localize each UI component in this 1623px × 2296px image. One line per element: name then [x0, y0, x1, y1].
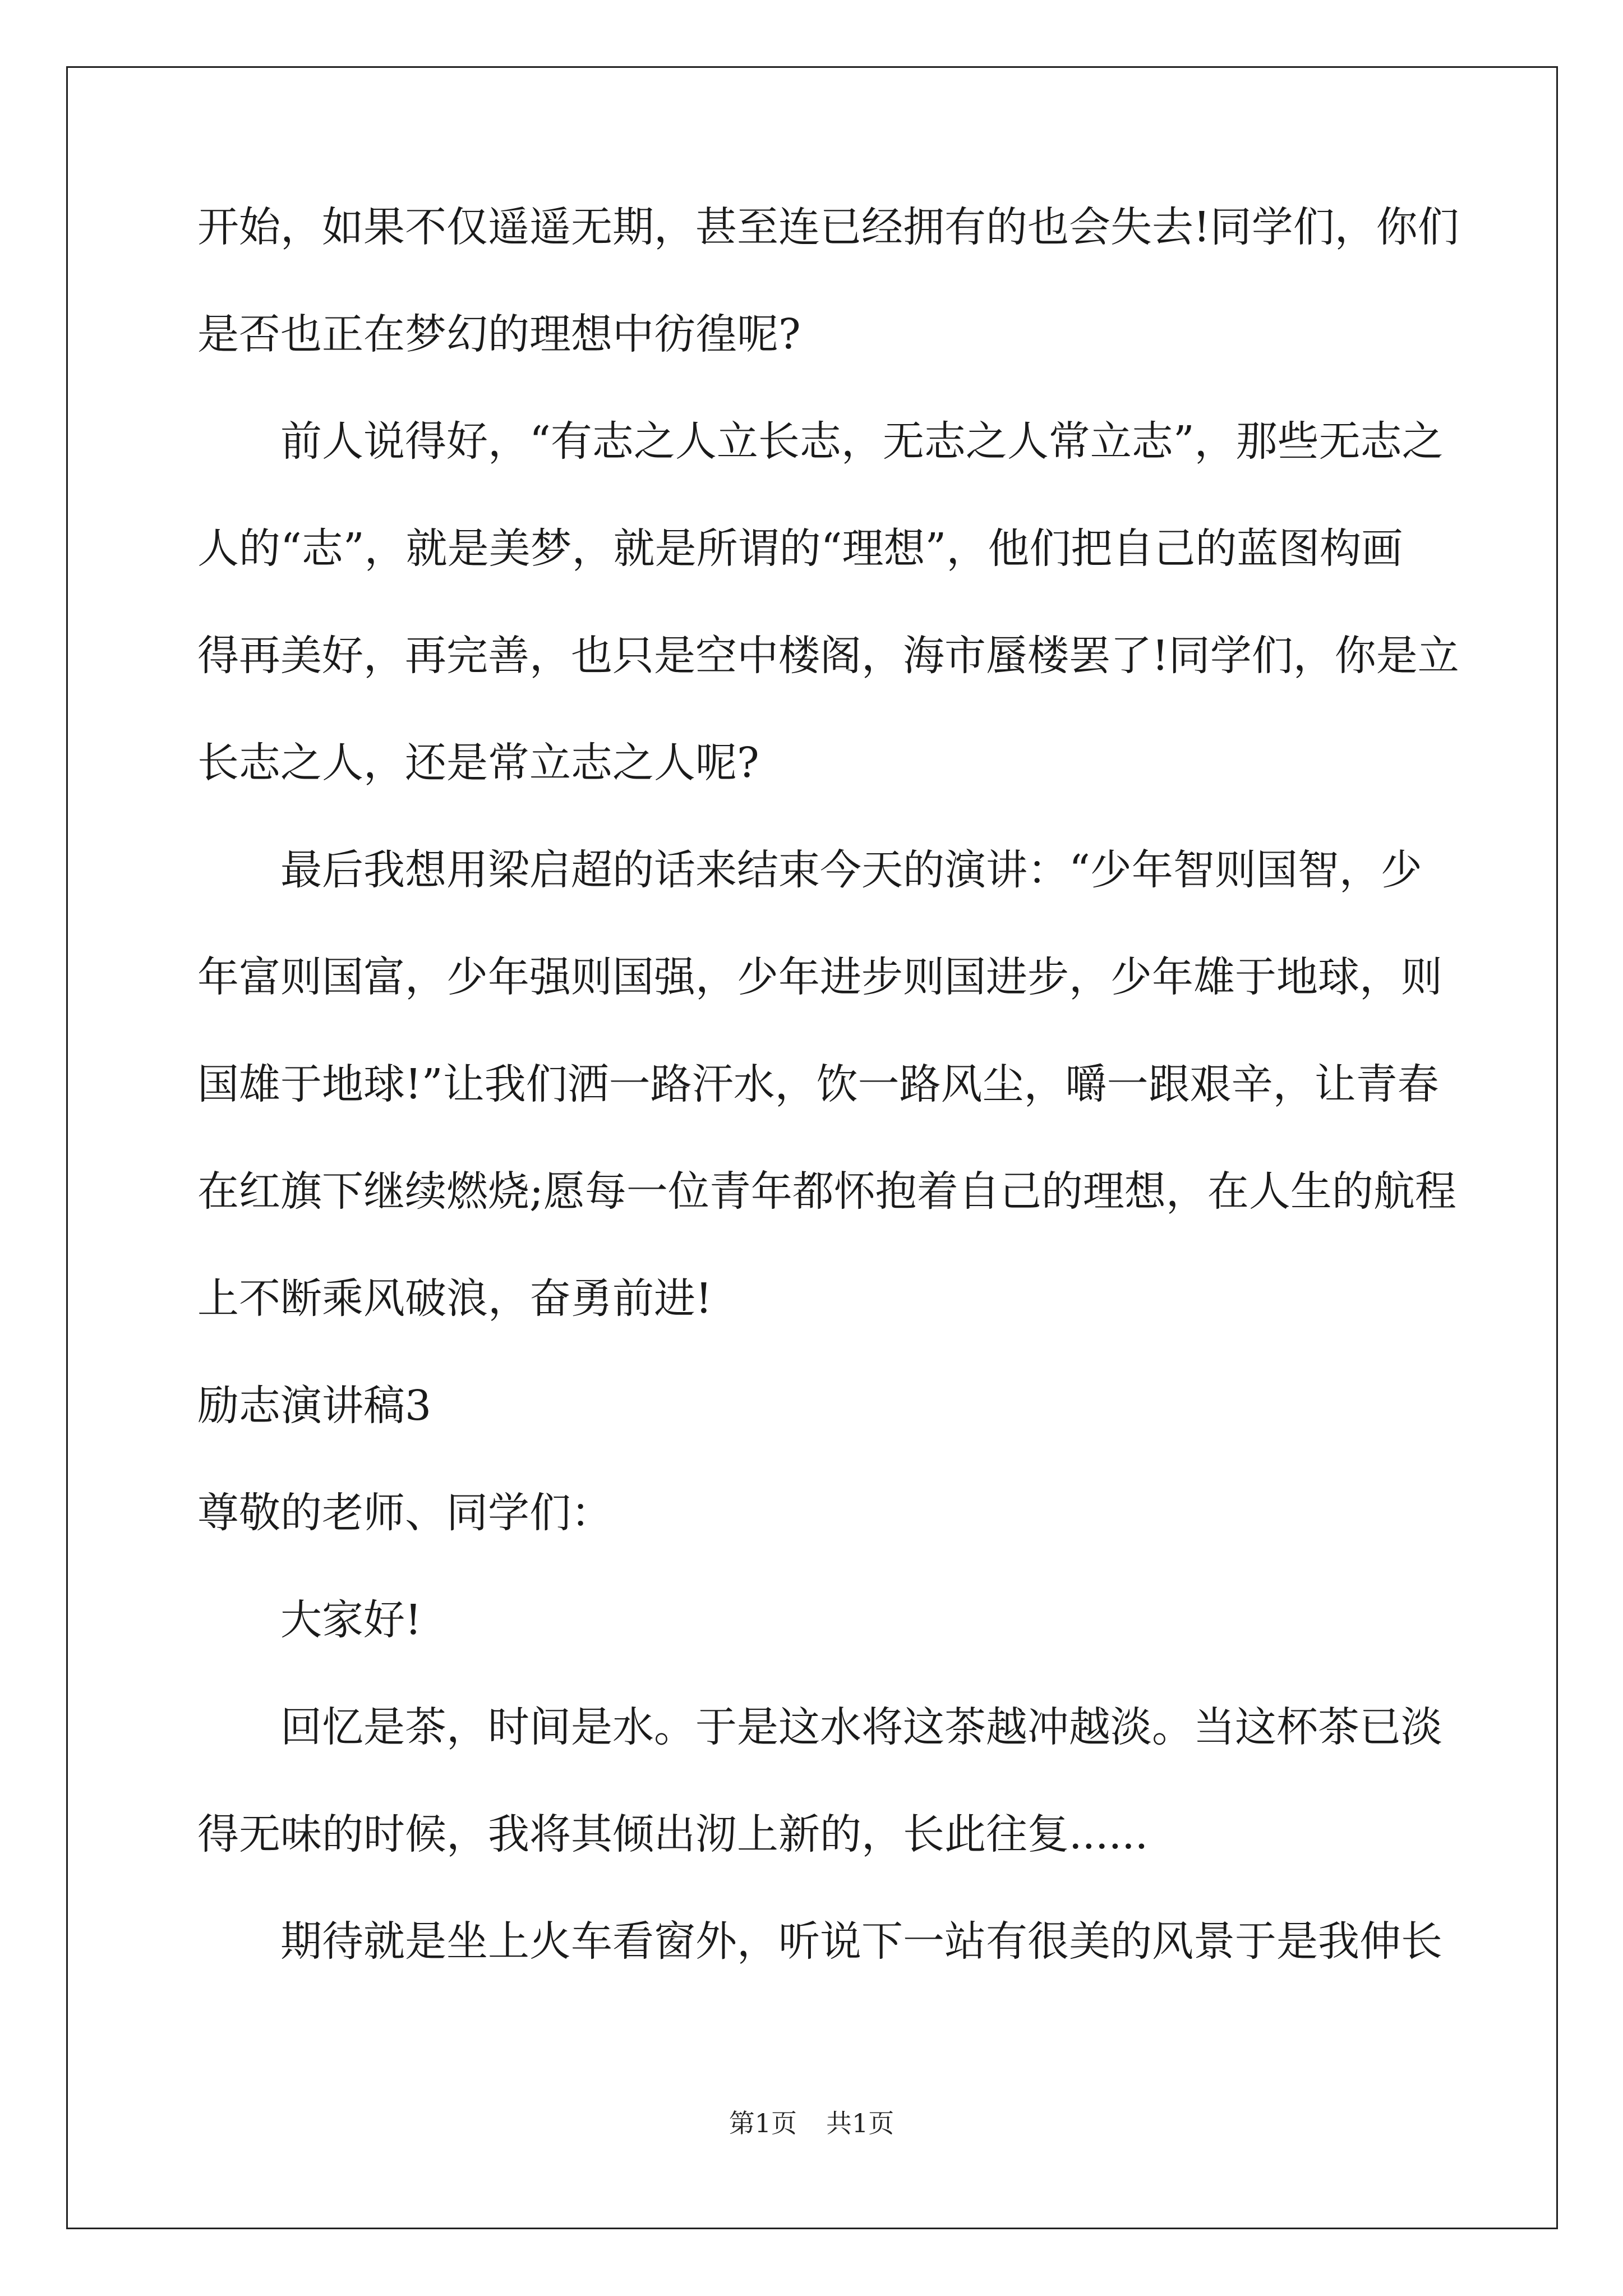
text-line: 前人说得好，“有志之人立长志，无志之人常立志”，那些无志之: [280, 417, 1444, 466]
section-heading: 励志演讲稿3: [197, 1382, 432, 1430]
greeting: 大家好!: [280, 1596, 422, 1644]
text-line: 上不断乘风破浪，奋勇前进!: [197, 1274, 712, 1323]
page-footer: [0, 2106, 1623, 2140]
total-pages: 共1页: [826, 2108, 895, 2138]
page-number: 第1页: [728, 2108, 797, 2138]
text-line: 最后我想用梁启超的话来结束今天的演讲：“少年智则国智，少: [280, 846, 1422, 894]
text-line: 期待就是坐上火车看窗外，听说下一站有很美的风景于是我伸长: [280, 1917, 1442, 1966]
text-line: 得再美好，再完善，也只是空中楼阁，海市蜃楼罢了!同学们，你是立: [197, 632, 1459, 680]
text-line: 开始，如果不仅遥遥无期，甚至连已经拥有的也会失去!同学们，你们: [197, 203, 1459, 251]
text-line: 人的“志”，就是美梦，就是所谓的“理想”，他们把自己的蓝图构画: [197, 524, 1403, 573]
text-line: 在红旗下继续燃烧;愿每一位青年都怀抱着自己的理想，在人生的航程: [197, 1167, 1456, 1216]
text-line: 年富则国富，少年强则国强，少年进步则国进步，少年雄于地球，则: [197, 953, 1442, 1001]
salutation: 尊敬的老师、同学们：: [197, 1489, 612, 1537]
text-line: 长志之人，还是常立志之人呢?: [197, 739, 759, 787]
text-line: 回忆是茶，时间是水。于是这水将这茶越冲越淡。当这杯茶已淡: [280, 1703, 1442, 1751]
document-body: [197, 202, 1459, 2023]
text-line: 是否也正在梦幻的理想中彷徨呢?: [197, 310, 801, 358]
text-line: 国雄于地球!”让我们洒一路汗水，饮一路风尘，嚼一跟艰辛，让青春: [197, 1060, 1439, 1108]
text-line: 得无味的时候，我将其倾出沏上新的，长此往复......: [197, 1810, 1149, 1858]
